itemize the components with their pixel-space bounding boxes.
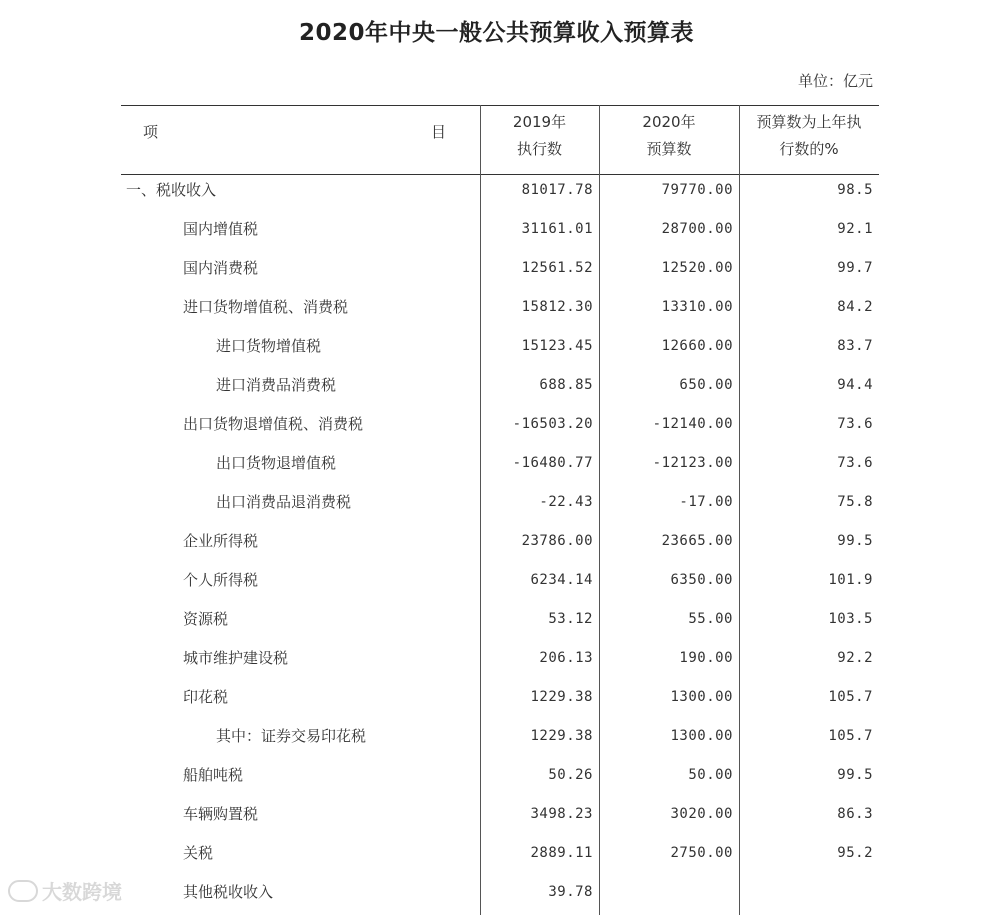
row-2019-value: 206.13 [539,650,593,666]
table-row [121,722,879,761]
row-2019-value: 15123.45 [521,338,593,354]
row-percent-value: 105.7 [828,689,873,705]
table-row [121,683,879,722]
row-2020-value: 6350.00 [670,572,733,588]
row-2020-value: 12520.00 [661,260,733,276]
row-2019-value: 23786.00 [521,533,593,549]
table-row [121,839,879,878]
table-row [121,449,879,488]
row-item-name: 关税 [183,844,214,862]
table-row [121,644,879,683]
row-2019-value: -22.43 [539,494,593,510]
row-2020-value: -12140.00 [652,416,733,432]
unit-label: 单位：亿元 [797,72,873,90]
row-percent-value: 99.5 [837,767,873,783]
table-row [121,878,879,917]
row-percent-value: 92.1 [837,221,873,237]
row-item-name: 出口消费品退消费税 [216,493,352,511]
header-item-right: 目 [431,123,447,141]
header-2019-line2: 执行数 [516,140,562,158]
row-2020-value: 3020.00 [670,806,733,822]
row-2020-value: 2750.00 [670,845,733,861]
row-item-name: 船舶吨税 [183,766,244,784]
table-row [121,215,879,254]
row-percent-value: 86.3 [837,806,873,822]
table-row [121,254,879,293]
row-percent-value: 94.4 [837,377,873,393]
header-2020 [599,109,739,163]
row-2020-value: 28700.00 [661,221,733,237]
row-2020-value: 13310.00 [661,299,733,315]
row-2020-value: 12660.00 [661,338,733,354]
table-row [121,527,879,566]
row-2019-value: 2889.11 [530,845,593,861]
row-item-name: 国内增值税 [183,220,259,238]
row-item-name: 城市维护建设税 [183,649,289,667]
header-percent [739,109,879,163]
row-percent-value: 105.7 [828,728,873,744]
row-2019-value: 12561.52 [521,260,593,276]
row-item-name: 企业所得税 [183,532,259,550]
row-2020-value: 650.00 [679,377,733,393]
row-percent-value: 99.7 [837,260,873,276]
row-2019-value: -16480.77 [512,455,593,471]
header-bottom-rule [121,174,879,175]
row-2019-value: -16503.20 [512,416,593,432]
watermark-logo-icon [8,880,38,902]
row-2019-value: 6234.14 [530,572,593,588]
row-item-name: 印花税 [183,688,229,706]
row-2020-value: -12123.00 [652,455,733,471]
header-2020-line1: 2020年 [642,113,696,131]
row-item-name: 其他税收收入 [183,883,274,901]
table-top-rule [121,105,879,106]
table-row [121,293,879,332]
table-row [121,605,879,644]
row-percent-value: 101.9 [828,572,873,588]
table-row [121,332,879,371]
row-2020-value: 79770.00 [661,182,733,198]
page-title: 2020年中央一般公共预算收入预算表 [298,20,694,46]
row-2019-value: 50.26 [548,767,593,783]
row-2019-value: 81017.78 [521,182,593,198]
row-percent-value: 92.2 [837,650,873,666]
table-row [121,566,879,605]
row-percent-value: 83.7 [837,338,873,354]
header-2020-line2: 预算数 [646,140,692,158]
row-2019-value: 39.78 [548,884,593,900]
row-item-name: 进口货物增值税 [216,337,322,355]
table-row [121,176,879,215]
row-2019-value: 1229.38 [530,689,593,705]
row-percent-value: 73.6 [837,416,873,432]
row-item-name: 出口货物退增值税 [216,454,337,472]
header-2019 [480,109,599,163]
row-2020-value: 23665.00 [661,533,733,549]
row-2019-value: 3498.23 [530,806,593,822]
table-row [121,371,879,410]
row-item-name: 进口消费品消费税 [216,376,337,394]
row-item-name: 国内消费税 [183,259,259,277]
row-2020-value: 190.00 [679,650,733,666]
row-2020-value: 1300.00 [670,728,733,744]
row-2019-value: 688.85 [539,377,593,393]
row-2019-value: 53.12 [548,611,593,627]
table-row [121,761,879,800]
row-2020-value: 55.00 [688,611,733,627]
row-item-name: 一、税收收入 [126,181,217,199]
header-2019-line1: 2019年 [512,113,567,131]
row-item-name: 车辆购置税 [183,805,259,823]
row-item-name: 出口货物退增值税、消费税 [183,415,364,433]
table-row [121,800,879,839]
row-item-name: 个人所得税 [183,571,259,589]
row-item-name: 资源税 [183,610,229,628]
row-2020-value: 50.00 [688,767,733,783]
row-2019-value: 31161.01 [521,221,593,237]
row-item-name: 进口货物增值税、消费税 [183,298,349,316]
row-percent-value: 98.5 [837,182,873,198]
table-row [121,488,879,527]
row-percent-value: 103.5 [828,611,873,627]
row-2019-value: 15812.30 [521,299,593,315]
header-percent-line2: 行数的% [779,140,839,158]
watermark-text: 大数跨境 [42,880,122,904]
row-percent-value: 99.5 [837,533,873,549]
header-percent-line1: 预算数为上年执 [756,113,862,131]
row-2020-value: 1300.00 [670,689,733,705]
row-percent-value: 73.6 [837,455,873,471]
row-percent-value: 84.2 [837,299,873,315]
row-percent-value: 95.2 [837,845,873,861]
table-row [121,410,879,449]
row-item-name: 其中：证券交易印花税 [216,727,367,745]
row-2019-value: 1229.38 [530,728,593,744]
row-percent-value: 75.8 [837,494,873,510]
header-item-left: 项 [143,123,159,141]
watermark [8,876,122,905]
row-2020-value: -17.00 [679,494,733,510]
